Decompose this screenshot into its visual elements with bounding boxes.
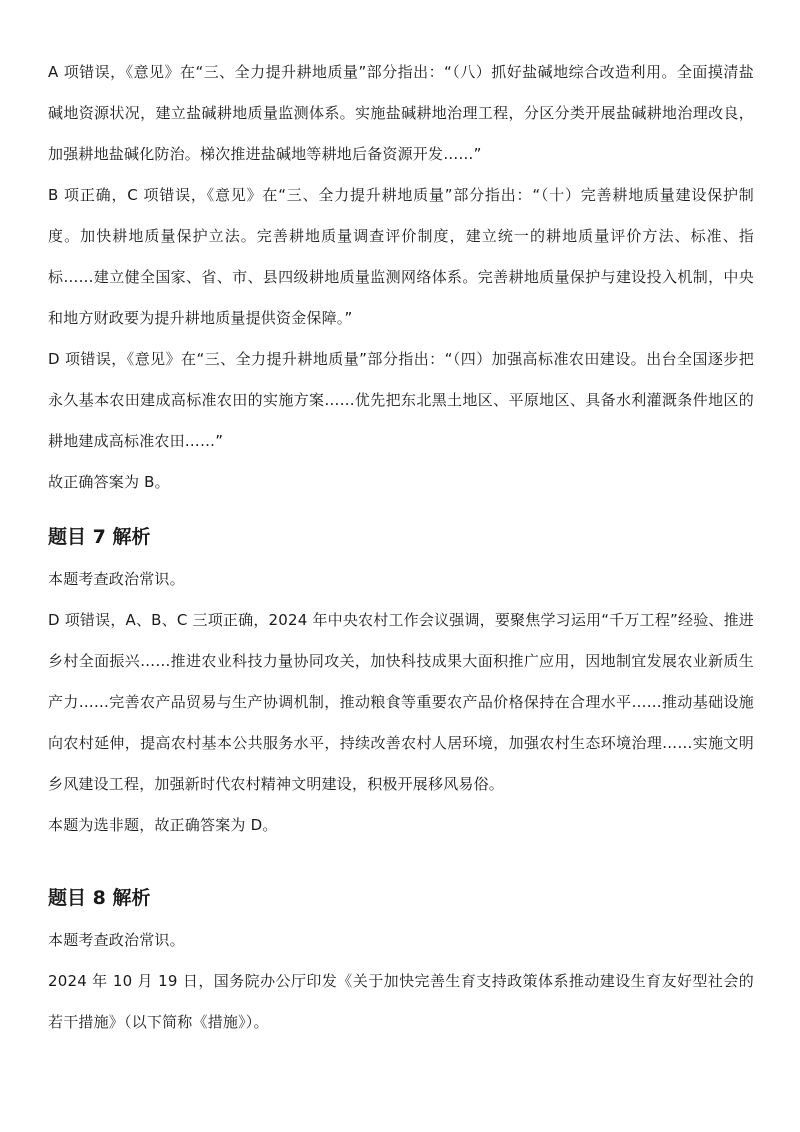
body-7: D 项错误，A、B、C 三项正确，2024 年中央农村工作会议强调，要聚焦学习运用“千万工程”经验、推进乡村全面振兴……推进农业科技力量协同攻关，加快科技成果大面积推广应用，因地制宜发展农业新质生产力……完善农产品贸易与生产协调机制，推动粮食等重要农产品价格保持在合理水平……推动基础设施向农村延伸，提高农村基本公共服务水平，持续改善农村人居环境，加强农村生态环境治理……实施文明乡风建设工程，加强新时代农村精神文明建设，积极开展移风易俗。 [48, 611, 754, 793]
option-a-analysis: A 项错误，《意见》在“三、全力提升耕地质量”部分指出：“（八）抓好盐碱地综合改造利用。全面摸清盐碱地资源状况，建立盐碱耕地质量监测体系。实施盐碱耕地治理工程，分区分类开展盐碱耕地治理改良，加强耕地盐碱化防治。梯次推进盐碱地等耕地后备资源开发……” [48, 63, 754, 163]
spacer [48, 503, 754, 515]
spacer [48, 846, 754, 876]
intro-8: 本题考查政治常识。 [48, 931, 185, 949]
intro-7: 本题考查政治常识。 [48, 570, 185, 588]
option-bc-analysis: B 项正确，C 项错误，《意见》在“三、全力提升耕地质量”部分指出：“（十）完善耕地质量建设保护制度。加快耕地质量保护立法。完善耕地质量调查评价制度，建立统一的耕地质量评价方法、标准、指标……建立健全国家、省、市、县四级耕地质量监测网络体系。完善耕地质量保护与建设投入机制，中央和地方财政要为提升耕地质量提供资金保障。” [48, 186, 754, 327]
answer-7: 本题为选非题，故正确答案为 D。 [48, 816, 278, 834]
document-page [48, 52, 754, 1043]
option-d-analysis: D 项错误，《意见》在“三、全力提升耕地质量”部分指出：“（四）加强高标准农田建设。出台全国逐步把永久基本农田建成高标准农田的实施方案……优先把东北黑土地区、平原地区、具备水利灌溉条件地区的耕地建成高标准农田……” [48, 350, 754, 450]
answer-6: 故正确答案为 B。 [48, 473, 170, 491]
heading-question-7: 题目 7 解析 [48, 526, 151, 548]
heading-question-8: 题目 8 解析 [48, 887, 151, 909]
body-8: 2024 年 10 月 19 日，国务院办公厅印发《关于加快完善生育支持政策体系推动建设生育友好型社会的若干措施》（以下简称《措施》）。 [48, 972, 754, 1031]
